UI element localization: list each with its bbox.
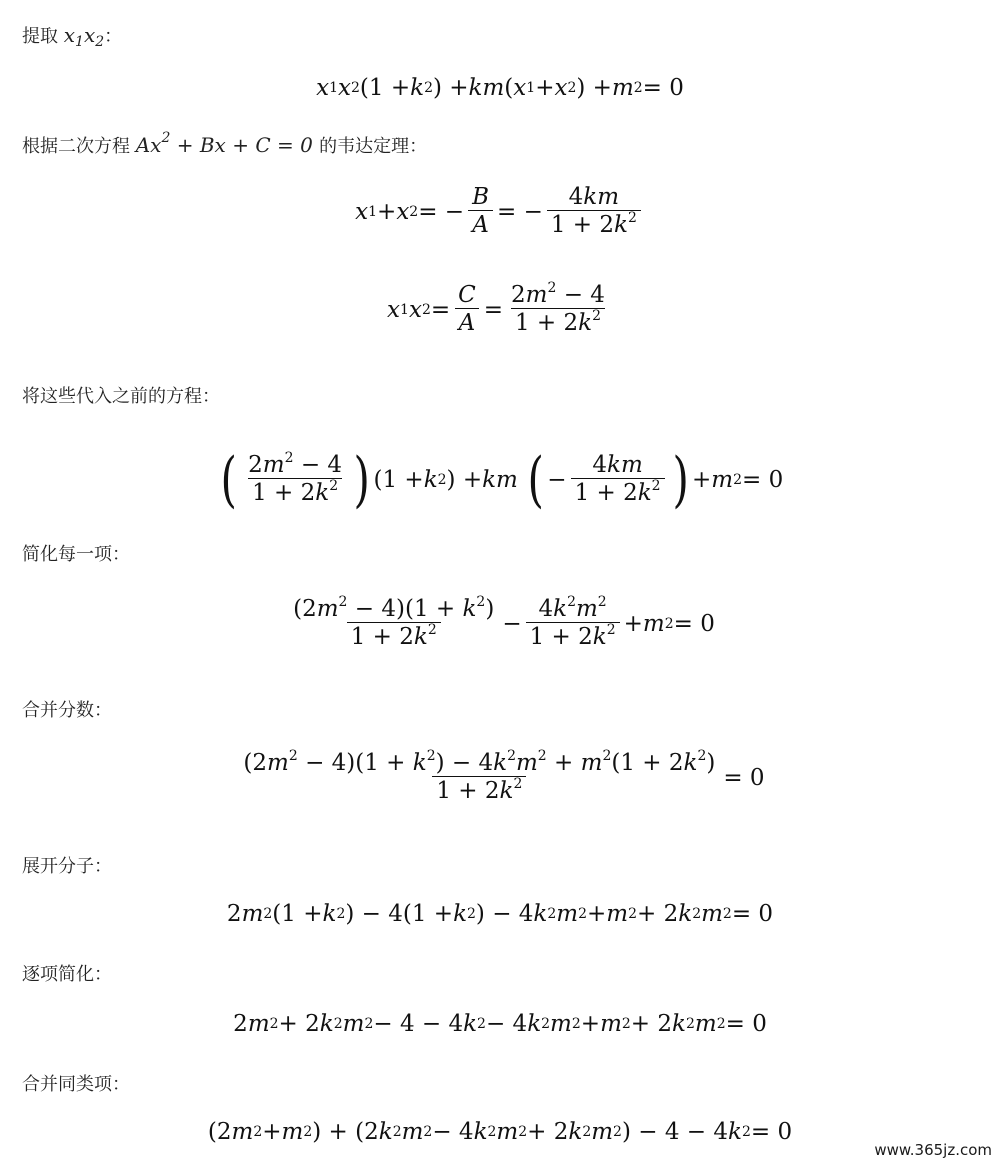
step-label-combine-fractions: 合并分数： — [22, 700, 112, 721]
equation-sum-of-roots: x 1 + x 2 = − $\frac{B}{A}$ = − $\frac{4km}{1 + 2k^2}$ — [0, 176, 1000, 248]
step-label-suffix: 的韦达定理： — [319, 136, 428, 157]
step-label-expand-numerator: 展开分子： — [22, 856, 112, 877]
step-label-simplify-terms: 简化每一项： — [22, 544, 130, 565]
step-label-colon: ： — [104, 26, 123, 47]
inline-math-x1x2: $x_1x_2$ — [63, 23, 105, 50]
step-label-combine-like-terms: 合并同类项： — [22, 1074, 130, 1095]
equation-substitution: ( $\frac{2m^2 - 4}{1 + 2k^2}$ ) (1 + k 2 ) + km ( − $\frac{4km}{1 + 2k^2}$ ) + m 2 = 0 — [220, 445, 784, 515]
watermark: www.365jz.com — [874, 1141, 992, 1159]
step-label-vieta — [22, 132, 427, 158]
equation-combined-fraction: $\frac{(2m^2 - 4)(1 + k^2) - 4k^2m^2 + m^2(1 + 2k^2)}{1 + 2k^2}$ = 0 — [243, 747, 765, 805]
equation-expanded-numerator: 2 m 2 (1 + k 2 ) − 4(1 + k 2 ) − 4 k 2 m 2 + m 2 + 2 k 2 m 2 = 0 — [226, 901, 774, 927]
step-label-substitute: 将这些代入之前的方程： — [22, 386, 220, 407]
equation-simplified-terms: $\frac{(2m^2 - 4)(1 + k^2)}{1 + 2k^2}$ − $\frac{4k^2m^2}{1 + 2k^2}$ + m 2 = 0 — [293, 593, 715, 651]
step-label-text: 根据二次方程 — [22, 136, 130, 157]
inline-math-quadratic: $Ax^2 + Bx + C = 0$ — [135, 130, 320, 157]
equation-substituted-product: x 1 x 2 (1 + k 2 ) + km ( x 1 + x 2 ) + m 2 = 0 — [316, 75, 684, 101]
step-label-term-simplify: 逐项简化： — [22, 964, 112, 985]
equation-term-simplified: 2 m 2 + 2 k 2 m 2 − 4 − 4 k 2 − 4 k 2 m 2 + m 2 + 2 k 2 m 2 = 0 — [233, 1011, 767, 1037]
equation-product-of-roots: x 1 x 2 = $\frac{C}{A}$ = $\frac{2m^2 - 4}{1 + 2k^2}$ — [387, 279, 605, 337]
step-label-text: 提取 — [22, 26, 58, 47]
step-label-extract — [22, 22, 122, 48]
equation-like-terms: (2 m 2 + m 2 ) + (2 k 2 m 2 − 4 k 2 m 2 + 2 k 2 m 2 ) − 4 − 4 k 2 = 0 — [207, 1119, 793, 1145]
